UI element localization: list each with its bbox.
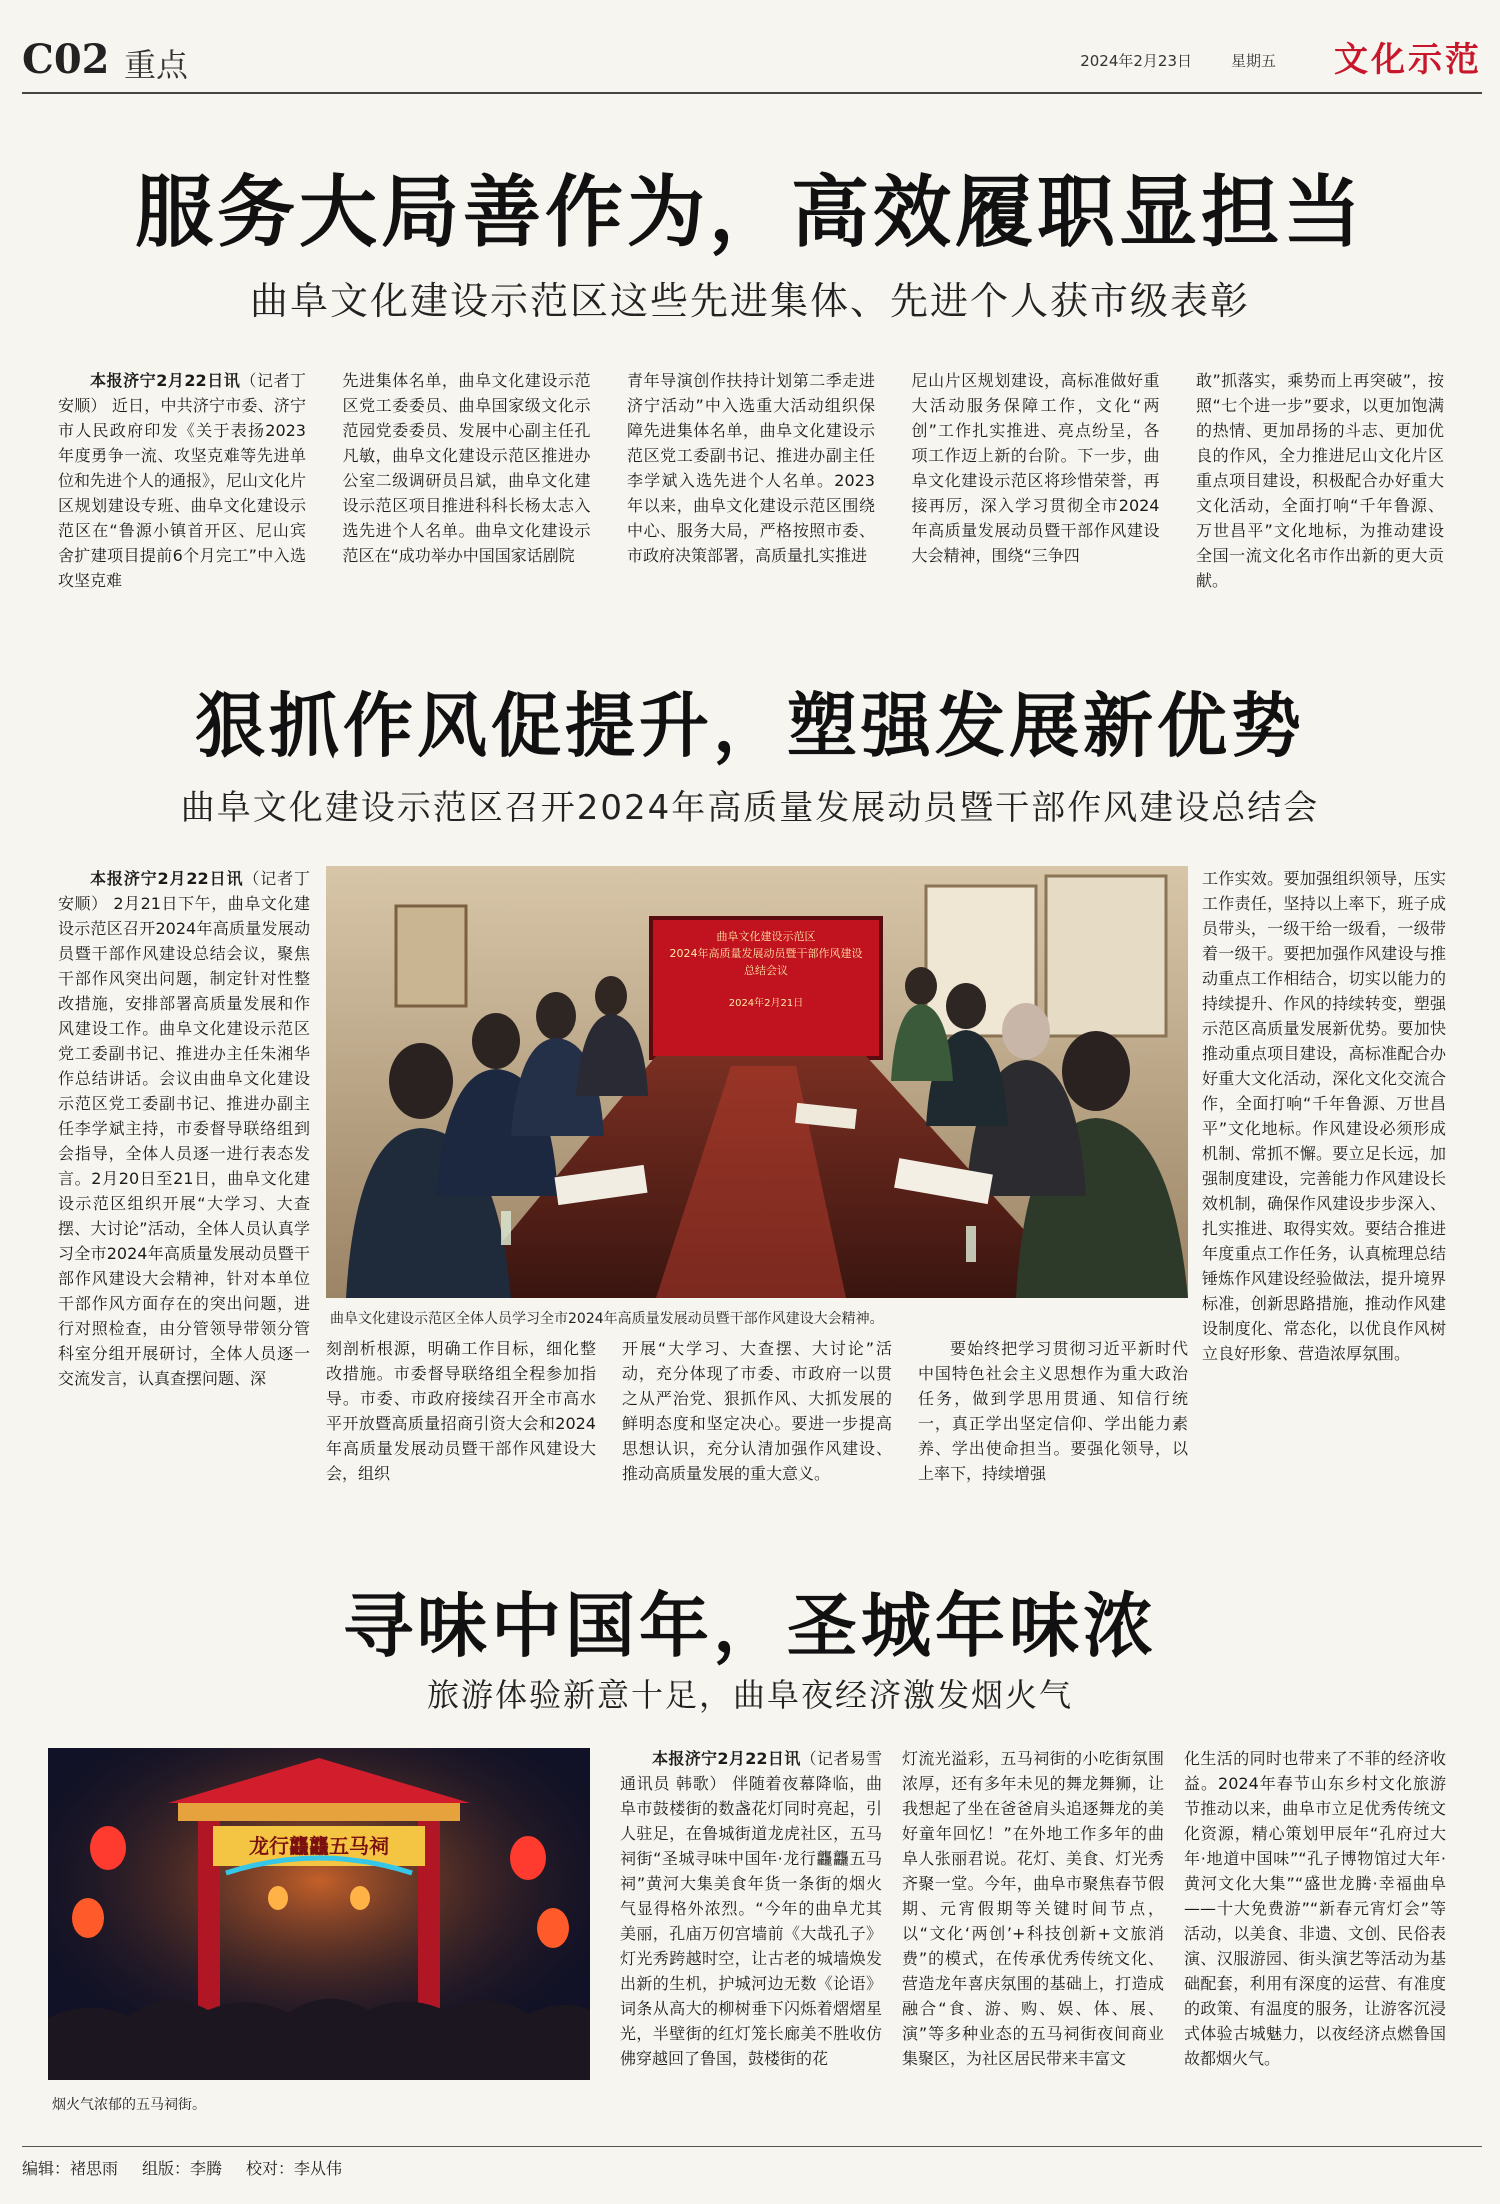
story3-column-2-text: 灯流光溢彩，五马祠街的小吃街氛围浓厚，还有多年未见的舞龙舞狮，让我想起了坐在爸爸肩头追逐舞龙的美好童年回忆！”在外地工作多年的曲阜人张丽君说。花灯、美食、灯光秀齐聚一堂。今年，曲阜市聚焦春节假期、元宵假期等关键时间节点，以“文化‘两创’+科技创新+文旅消费”的模式，在传承优秀传统文化、营造龙年喜庆氛围的基础上，打造成融合“食、游、购、娱、体、展、演”等多种业态的五马祠街夜间商业集聚区，为社区居民带来丰富文: [902, 1749, 1164, 2068]
story1-column-4: [912, 368, 1160, 628]
story2-headline: 狠抓作风促提升，塑强发展新优势: [195, 684, 1305, 767]
night-street-illustration: [48, 1748, 590, 2080]
story3-column-3-text: 化生活的同时也带来了不菲的经济收益。2024年春节山东乡村文化旅游节推动以来，曲阜市立足优秀传统文化资源，精心策划甲辰年“孔府过大年·地道中国味”“孔子博物馆过大年·黄河文化大集”“盛世龙腾·幸福曲阜——十大免费游”“新春元宵灯会”等活动，以美食、非遗、文创、民俗表演、汉服游园、街头演艺等活动为基础配套，利用有深度的运营、有准度的政策、有温度的服务，让游客沉浸式体验古城魅力，以夜经济点燃鲁国故都烟火气。: [1184, 1749, 1446, 2068]
story3-column-3: [1184, 1746, 1446, 2122]
story1-column-2: [343, 368, 591, 628]
meeting-photo: [326, 866, 1188, 1298]
story3-body: [620, 1746, 1446, 2122]
story1-column-3-text: 青年导演创作扶持计划第二季走进济宁活动”中入选重大活动组织保障先进集体名单，曲阜文化建设示范区党工委副书记、推进办副主任李学斌入选先进个人名单。2023年以来，曲阜文化建设示范区围绕中心、服务大局，严格按照市委、市政府决策部署，高质量扎实推进: [627, 371, 875, 565]
story2-dateline: 本报济宁2月22日讯: [90, 869, 244, 888]
story3-subhead: 旅游体验新意十足，曲阜夜经济激发烟火气: [426, 1676, 1073, 1714]
footer-credits: [22, 2156, 342, 2179]
meeting-screen: [651, 928, 881, 1015]
story1-subhead: 曲阜文化建设示范区这些先进集体、先进个人获市级表彰: [249, 279, 1250, 323]
footer-layout: 组版：李腾: [142, 2159, 223, 2178]
story2-bottom-column-2-text: 开展“大学习、大查摆、大讨论”活动，充分体现了市委、市政府一以贯之从严治党、狠抓作风、大抓发展的鲜明态度和坚定决心。要进一步提高思想认识，充分认清加强作风建设、推动高质量发展的重大意义。: [622, 1339, 892, 1483]
story2-subhead: 曲阜文化建设示范区召开2024年高质量发展动员暨干部作风建设总结会: [180, 788, 1320, 828]
story1-column-1: [58, 368, 306, 628]
story1-column-5: [1196, 368, 1444, 628]
story3-headline: 寻味中国年，圣城年味浓: [343, 1584, 1157, 1667]
page-code: C02: [22, 36, 110, 83]
story1-body: [58, 368, 1444, 628]
story2-bottom-column-1-text: 刻剖析根源，明确工作目标，细化整改措施。市委督导联络组全程参加指导。市委、市政府接续召开全市高水平开放暨高质量招商引资大会和2024年高质量发展动员暨干部作风建设大会，组织: [326, 1339, 596, 1483]
story3-column-1: [620, 1746, 882, 2122]
masthead: [22, 30, 1482, 88]
meeting-screen-line-1: 曲阜文化建设示范区: [716, 930, 816, 943]
story1-headline: 服务大局善作为，高效履职显担当: [134, 167, 1365, 258]
story2-bottom-column-2: [622, 1336, 892, 1524]
story1-column-4-text: 尼山片区规划建设，高标准做好重大活动服务保障工作，文化“两创”工作扎实推进、亮点纷呈，各项工作迈上新的台阶。下一步，曲阜文化建设示范区将珍惜荣誉，再接再厉，深入学习贯彻全市2024年高质量发展动员暨干部作风建设大会精神，围绕“三争四: [911, 371, 1160, 565]
story1-column-5-text: 敢”抓落实，乘势而上再突破”，按照“七个进一步”要求，以更加饱满的热情、更加昂扬的斗志、更加优良的作风，全力推进尼山文化片区重点项目建设，积极配合办好重大文化活动，全面打响“千年鲁源、万世昌平”文化地标，为推动建设全国一流文化名市作出新的更大贡献。: [1196, 371, 1444, 590]
masthead-rule: [22, 92, 1482, 94]
meeting-photo-caption: 曲阜文化建设示范区全体人员学习全市2024年高质量发展动员暨干部作风建设大会精神。: [330, 1311, 884, 1327]
story2-right-column-text: 工作实效。要加强组织领导，压实工作责任，坚持以上率下，班子成员带头，一级干给一级看，一级带着一级干。要把加强作风建设与推动重点工作相结合，切实以能力的持续提升、作风的持续转变，塑强示范区高质量发展新优势。要加快推动重点项目建设，高标准配合办好重大文化活动，深化文化交流合作，全面打响“千年鲁源、万世昌平”文化地标。作风建设必须形成机制、常抓不懈。要立足长远，加强制度建设，完善能力作风建设长效机制，确保作风建设步步深入、扎实推进、取得实效。要结合推进年度重点工作任务，认真梳理总结锤炼作风建设经验做法，提升境界标准，创新思路措施，推动作风建设制度化、常态化，以优良作风树立良好形象、营造浓厚氛围。: [1202, 869, 1446, 1363]
meeting-screen-line-2: 2024年高质量发展动员暨干部作风建设: [669, 947, 863, 960]
story2-right-column: [1202, 866, 1446, 1524]
meeting-screen-line-3: 总结会议: [744, 964, 788, 977]
story1-column-1-text: （记者丁安顺） 近日，中共济宁市委、济宁市人民政府印发《关于表扬2023年度勇争一流、攻坚克难等先进单位和先进个人的通报》，尼山文化片区规划建设专班、曲阜文化建设示范区在“鲁源小镇首开区、尼山宾舍扩建项目提前6个月完工”中入选攻坚克难: [58, 371, 306, 590]
footer-proof: 校对：李从伟: [246, 2159, 343, 2178]
story3-column-2: [902, 1746, 1164, 2122]
issue-weekday: 星期五: [1230, 52, 1276, 70]
story2-left-column-text: （记者丁安顺） 2月21日下午，曲阜文化建设示范区召开2024年高质量发展动员暨干部作风建设总结会议，聚焦干部作风突出问题，制定针对性整改措施，安排部署高质量发展和作风建设工作。曲阜文化建设示范区党工委副书记、推进办主任朱湘华作总结讲话。会议由曲阜文化建设示范区党工委副书记、推进办副主任李学斌主持，市委督导联络组到会指导，全体人员逐一进行表态发言。2月20日至21日，曲阜文化建设示范区组织开展“大学习、大查摆、大讨论”活动，全体人员认真学习全市2024年高质量发展动员暨干部作风建设大会精神，针对本单位干部作风方面存在的突出问题，进行对照检查，由分管领导带领分管科室分组开展研讨，全体人员逐一交流发言，认真查摆问题、深: [58, 869, 310, 1388]
night-photo-caption: 烟火气浓郁的五马祠街。: [52, 2097, 206, 2113]
story2-bottom-column-3-text: 要始终把学习贯彻习近平新时代中国特色社会主义思想作为重大政治任务，做到学思用贯通、知信行统一，真正学出坚定信仰、学出能力素养、学出使命担当。要强化领导，以上率下，持续增强: [918, 1339, 1188, 1483]
story2-bottom-body: [326, 1336, 1188, 1524]
story1-column-2-text: 先进集体名单，曲阜文化建设示范区党工委委员、曲阜国家级文化示范园党委委员、发展中心副主任孔凡敏，曲阜文化建设示范区推进办公室二级调研员吕斌，曲阜文化建设示范区项目推进科科长杨太志入选先进个人名单。曲阜文化建设示范区在“成功举办中国国家话剧院: [342, 371, 591, 565]
story2-bottom-column-3: [918, 1336, 1188, 1524]
night-street-photo: [48, 1748, 590, 2080]
meeting-screen-date: 2024年2月21日: [728, 998, 804, 1009]
footer-rule: [22, 2146, 1482, 2147]
story2-left-column: [58, 866, 310, 1524]
story3-column-1-text: （记者易雪 通讯员 韩歌） 伴随着夜幕降临，曲阜市鼓楼街的数盏花灯同时亮起，引人驻足，在鲁城街道龙虎社区，五马祠街“圣城寻味中国年·龙行龘龘五马祠”黄河大集美食年货一条街的烟火气显得格外浓烈。“今年的曲阜尤其美丽，孔庙万仞宫墙前《大哉孔子》灯光秀跨越时空，让古老的城墙焕发出新的生机，护城河边无数《论语》词条从高大的柳树垂下闪烁着熠熠星光，半壁街的红灯笼长廊美不胜收仿佛穿越回了鲁国，鼓楼街的花: [620, 1749, 882, 2068]
story1-column-3: [627, 368, 875, 628]
story3-dateline: 本报济宁2月22日讯: [652, 1749, 801, 1768]
story1-dateline: 本报济宁2月22日讯: [90, 371, 241, 390]
section-name: 重点: [124, 46, 189, 84]
story2-bottom-column-1: [326, 1336, 596, 1524]
gate-sign: 龙行龘龘五马祠: [249, 1834, 389, 1858]
brand-logo: 文化示范: [1334, 40, 1482, 80]
issue-date: 2024年2月23日: [1080, 52, 1192, 70]
footer-editor: 编辑：褚思雨: [22, 2159, 119, 2178]
